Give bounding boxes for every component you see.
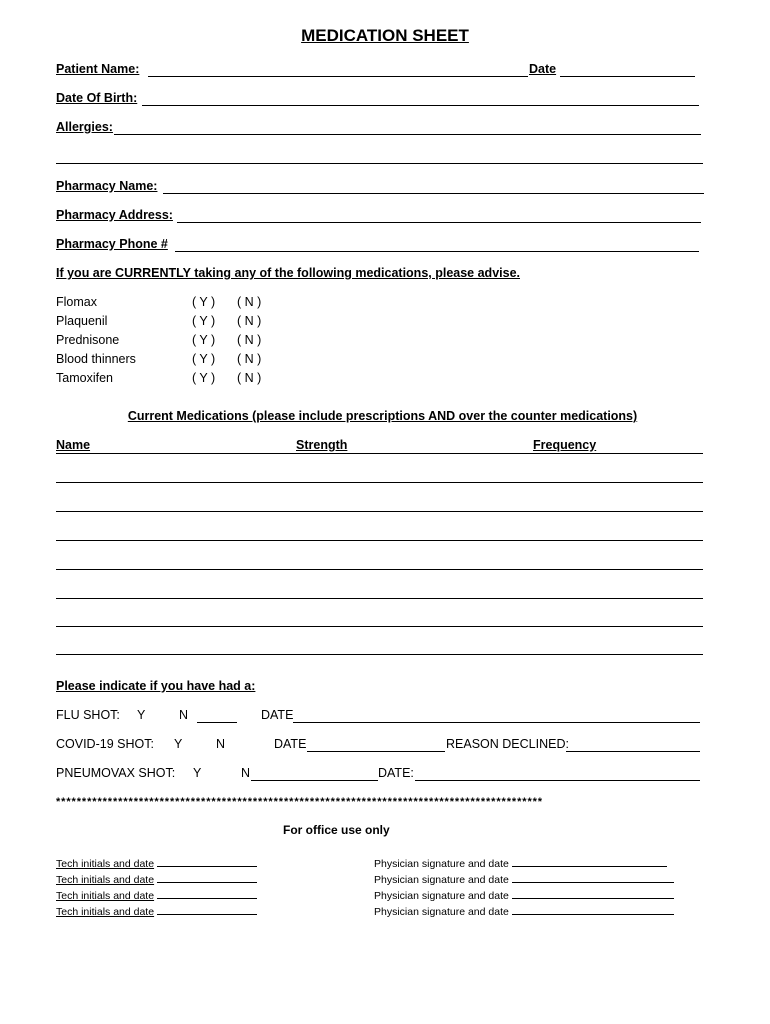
patient-name-field[interactable] [148,62,528,77]
col-strength-header: Strength [296,438,348,452]
pharmacy-phone-field[interactable] [175,237,699,252]
col-name-header: Name [56,438,91,452]
medication-entry-line[interactable] [56,626,703,627]
physician-signature-label: Physician signature and date [374,890,509,902]
physician-signature-label: Physician signature and date [374,906,509,918]
pneumovax-no-option[interactable]: N [241,766,251,780]
office-use-heading: For office use only [283,823,390,837]
flu-no-option[interactable]: N [179,708,189,722]
medication-entry-line[interactable] [56,511,703,512]
tech-initials-row [56,872,257,887]
yes-option[interactable]: ( Y ) [192,314,216,328]
pharmacy-name-field[interactable] [163,179,704,194]
covid-date-field[interactable] [307,751,445,752]
covid-reason-label: REASON DECLINED: [446,737,569,751]
pneumovax-date-field[interactable] [415,780,700,781]
tech-initials-field[interactable] [157,904,257,915]
pharmacy-name-label: Pharmacy Name: [56,179,158,193]
vaccines-heading: Please indicate if you have had a: [56,679,256,693]
no-option[interactable]: ( N ) [237,371,262,385]
physician-signature-label: Physician signature and date [374,874,509,886]
pneumovax-date-label: DATE: [378,766,414,780]
covid-yes-option[interactable]: Y [174,737,183,751]
covid-date-label: DATE [274,737,307,751]
col-frequency-header: Frequency [533,438,597,452]
med-name: Blood thinners [56,352,136,366]
tech-initials-label: Tech initials and date [56,874,155,886]
tech-initials-row [56,856,257,871]
medication-entry-line[interactable] [56,598,703,599]
tech-initials-row [56,888,257,903]
patient-name-label: Patient Name: [56,62,140,76]
date-label: Date [529,62,557,76]
allergies-field[interactable] [114,120,701,135]
med-name: Tamoxifen [56,371,113,385]
pharmacy-phone-label: Pharmacy Phone # [56,237,168,251]
tech-initials-field[interactable] [157,856,257,867]
covid-shot-label: COVID-19 SHOT: [56,737,154,751]
flu-blank-line[interactable] [197,722,237,723]
med-row-tamoxifen [56,370,286,386]
covid-no-option[interactable]: N [216,737,226,751]
flu-date-label: DATE [261,708,294,722]
pneumovax-shot-label: PNEUMOVAX SHOT: [56,766,176,780]
separator-line: ********************************************************************************************** [56,796,543,808]
physician-signature-row [374,904,674,919]
covid-reason-field[interactable] [566,751,700,752]
med-name: Plaquenil [56,314,108,328]
no-option[interactable]: ( N ) [237,352,262,366]
yes-option[interactable]: ( Y ) [192,371,216,385]
tech-initials-row [56,904,257,919]
tech-initials-label: Tech initials and date [56,858,155,870]
med-name: Prednisone [56,333,120,347]
physician-signature-row [374,872,674,887]
flu-yes-option[interactable]: Y [137,708,146,722]
page-title: MEDICATION SHEET [301,26,469,45]
tech-initials-field[interactable] [157,888,257,899]
physician-signature-field[interactable] [512,856,667,867]
pharmacy-address-label: Pharmacy Address: [56,208,173,222]
tech-initials-label: Tech initials and date [56,906,155,918]
yes-option[interactable]: ( Y ) [192,333,216,347]
no-option[interactable]: ( N ) [237,314,262,328]
med-row-prednisone [56,332,286,348]
pneumovax-yes-option[interactable]: Y [193,766,202,780]
tech-initials-label: Tech initials and date [56,890,155,902]
pneumovax-blank-line[interactable] [251,780,378,781]
medication-entry-line[interactable] [56,540,703,541]
medication-entry-line[interactable] [56,482,703,483]
physician-signature-row [374,888,674,903]
tech-initials-field[interactable] [157,872,257,883]
med-row-blood-thinners [56,351,286,367]
current-medications-heading: Current Medications (please include prescriptions AND over the counter medications) [127,409,638,423]
allergies-label: Allergies: [56,120,113,134]
dob-field[interactable] [142,91,699,106]
flu-date-field[interactable] [293,722,700,723]
flu-shot-label: FLU SHOT: [56,708,120,722]
medication-entry-line[interactable] [56,654,703,655]
pharmacy-address-field[interactable] [177,208,701,223]
physician-signature-field[interactable] [512,904,674,915]
dob-label: Date Of Birth: [56,91,138,105]
no-option[interactable]: ( N ) [237,333,262,347]
med-row-flomax [56,294,286,310]
allergies-field-line-2[interactable] [56,163,703,164]
physician-signature-field[interactable] [512,872,674,883]
physician-signature-label: Physician signature and date [374,858,509,870]
no-option[interactable]: ( N ) [237,295,262,309]
date-field[interactable] [560,62,695,77]
medication-entry-line[interactable] [56,569,703,570]
header-underline [56,453,703,454]
yes-option[interactable]: ( Y ) [192,352,216,366]
physician-signature-field[interactable] [512,888,674,899]
yes-option[interactable]: ( Y ) [192,295,216,309]
physician-signature-row [374,856,667,871]
current-meds-question: If you are CURRENTLY taking any of the following medications, please advise. [56,266,520,280]
med-row-plaquenil [56,313,286,329]
med-name: Flomax [56,295,97,309]
